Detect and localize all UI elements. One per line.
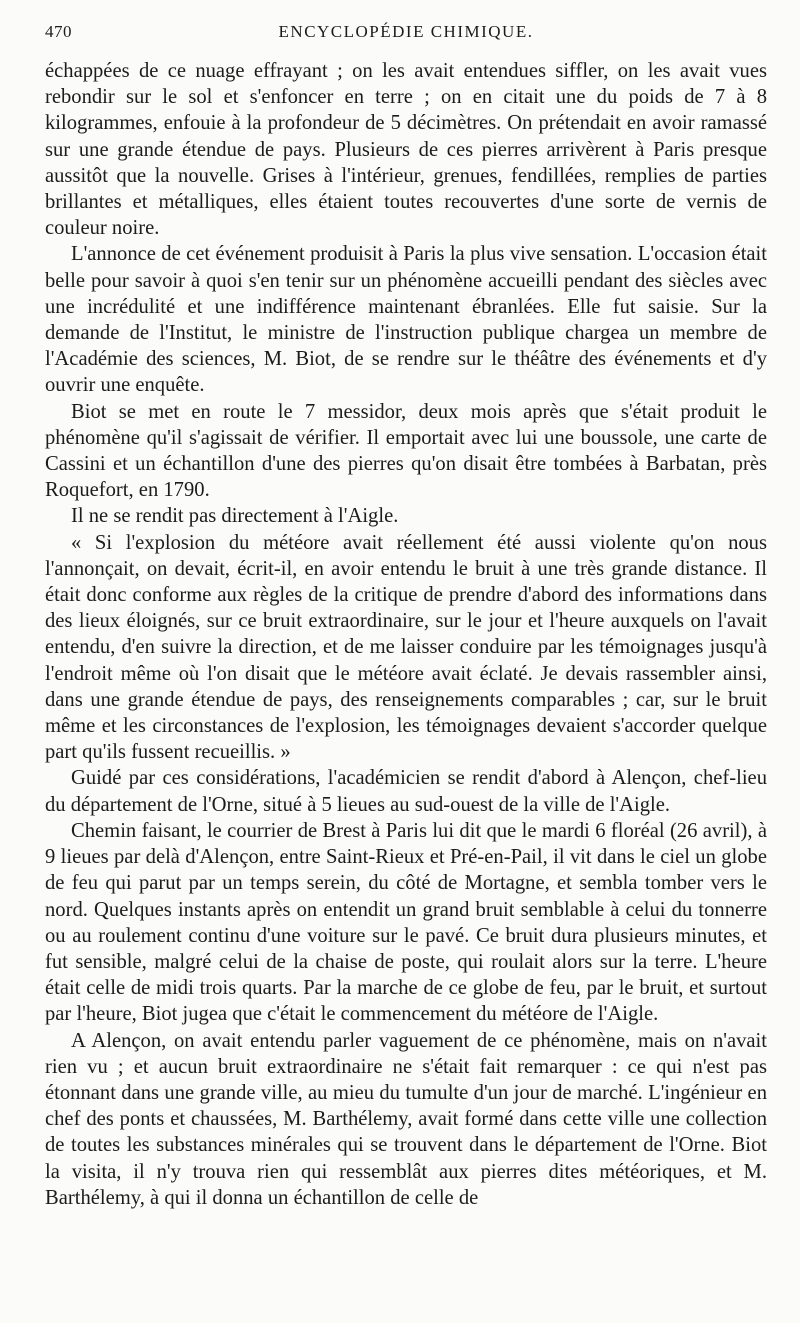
quotation-paragraph: « Si l'explosion du météore avait réellement été aussi violente qu'on nous l'annonçait, on devait, écrit-il, en avoir entendu le bruit à une très grande distance. Il était donc conforme aux règles de la critique de prendre d'abord des informations dans des lieux éloignés, sur ce bruit extraordinaire, sur le jour et l'heure auxquels on l'avait entendu, d'en suivre la direction, et de me laisser conduire par les témoignages jusqu'à l'endroit même où l'on disait que le météore avait éclaté. Je devais rassembler ainsi, dans une grande étendue de pays, des renseignements comparables ; car, sur le bruit même et les circonstances de l'explosion, les témoignages devaient s'accorder quelque part qu'ils fussent recueillis. » <box>45 531 767 764</box>
paragraph-continuation: échappées de ce nuage effrayant ; on les avait entendues siffler, on les avait vues rebondir sur le sol et s'enfoncer en terre ; on en citait une du poids de 7 à 8 kilogrammes, enfouie à la profondeur de 5 décimètres. On prétendait en avoir ramassé sur une grande étendue de pays. Plusieurs de ces pierres arrivèrent à Paris presque aussitôt que la nouvelle. Grises à l'intérieur, grenues, fendillées, remplies de parties brillantes et métalliques, elles étaient toutes recouvertes d'une sorte de vernis de couleur noire. <box>45 60 767 240</box>
running-title: ENCYCLOPÉDIE CHIMIQUE. <box>278 22 534 41</box>
paragraph: Chemin faisant, le courrier de Brest à Paris lui dit que le mardi 6 floréal (26 avril), à 9 lieues par delà d'Alençon, entre Saint-Rieux et Pré-en-Pail, il vit dans le ciel un globe de feu qui parut par un temps serein, du côté de Mortagne, et sembla tomber vers le nord. Quelques instants après on entendit un grand bruit semblable à celui du tonnerre ou au roulement continu d'une voiture sur le pavé. Ce bruit dura plusieurs minutes, et fut sensible, malgré celui de la chaise de poste, qui roulait alors sur la terre. L'heure était celle de midi trois quarts. Par la marche de ce globe de feu, par le bruit, et surtout par l'heure, Biot jugea que c'était le commencement du météore de l'Aigle. <box>45 819 767 1026</box>
page-number: 470 <box>45 22 72 41</box>
page-header <box>45 22 767 50</box>
paragraph: A Alençon, on avait entendu parler vaguement de ce phénomène, mais on n'avait rien vu ; et aucun bruit extraordinaire ne s'était fait remarquer : ce qui n'est pas étonnant dans une grande ville, au mieu du tumulte d'un jour de marché. L'ingénieur en chef des ponts et chaussées, M. Barthélemy, avait formé dans cette ville une collection de toutes les substances minérales qui se trouvent dans le département de l'Orne. Biot la visita, il n'y trouva rien qui ressemblât aux pierres dites météoriques, et M. Barthélemy, à qui il donna un échantillon de celle de <box>45 1029 767 1209</box>
paragraph: Il ne se rendit pas directement à l'Aigle. <box>71 505 399 528</box>
paragraph: Guidé par ces considérations, l'académicien se rendit d'abord à Alençon, chef-lieu du département de l'Orne, situé à 5 lieues au sud-ouest de la ville de l'Aigle. <box>45 767 767 816</box>
document-page <box>45 22 767 1211</box>
paragraph: L'annonce de cet événement produisit à Paris la plus vive sensation. L'occasion était belle pour savoir à quoi s'en tenir sur un phénomène accueilli pendant des siècles avec une incrédulité et une indifférence maintenant ébranlées. Elle fut saisie. Sur la demande de l'Institut, le ministre de l'instruction publique chargea un membre de l'Académie des sciences, M. Biot, de se rendre sur le théâtre des événements et d'y ouvrir une enquête. <box>45 243 767 397</box>
paragraph: Biot se met en route le 7 messidor, deux mois après que s'était produit le phénomène qu'il s'agissait de vérifier. Il emportait avec lui une boussole, une carte de Cassini et un échantillon d'une des pierres qu'on disait être tombées à Barbatan, près Roquefort, en 1790. <box>45 400 767 502</box>
body-text <box>45 58 767 1211</box>
